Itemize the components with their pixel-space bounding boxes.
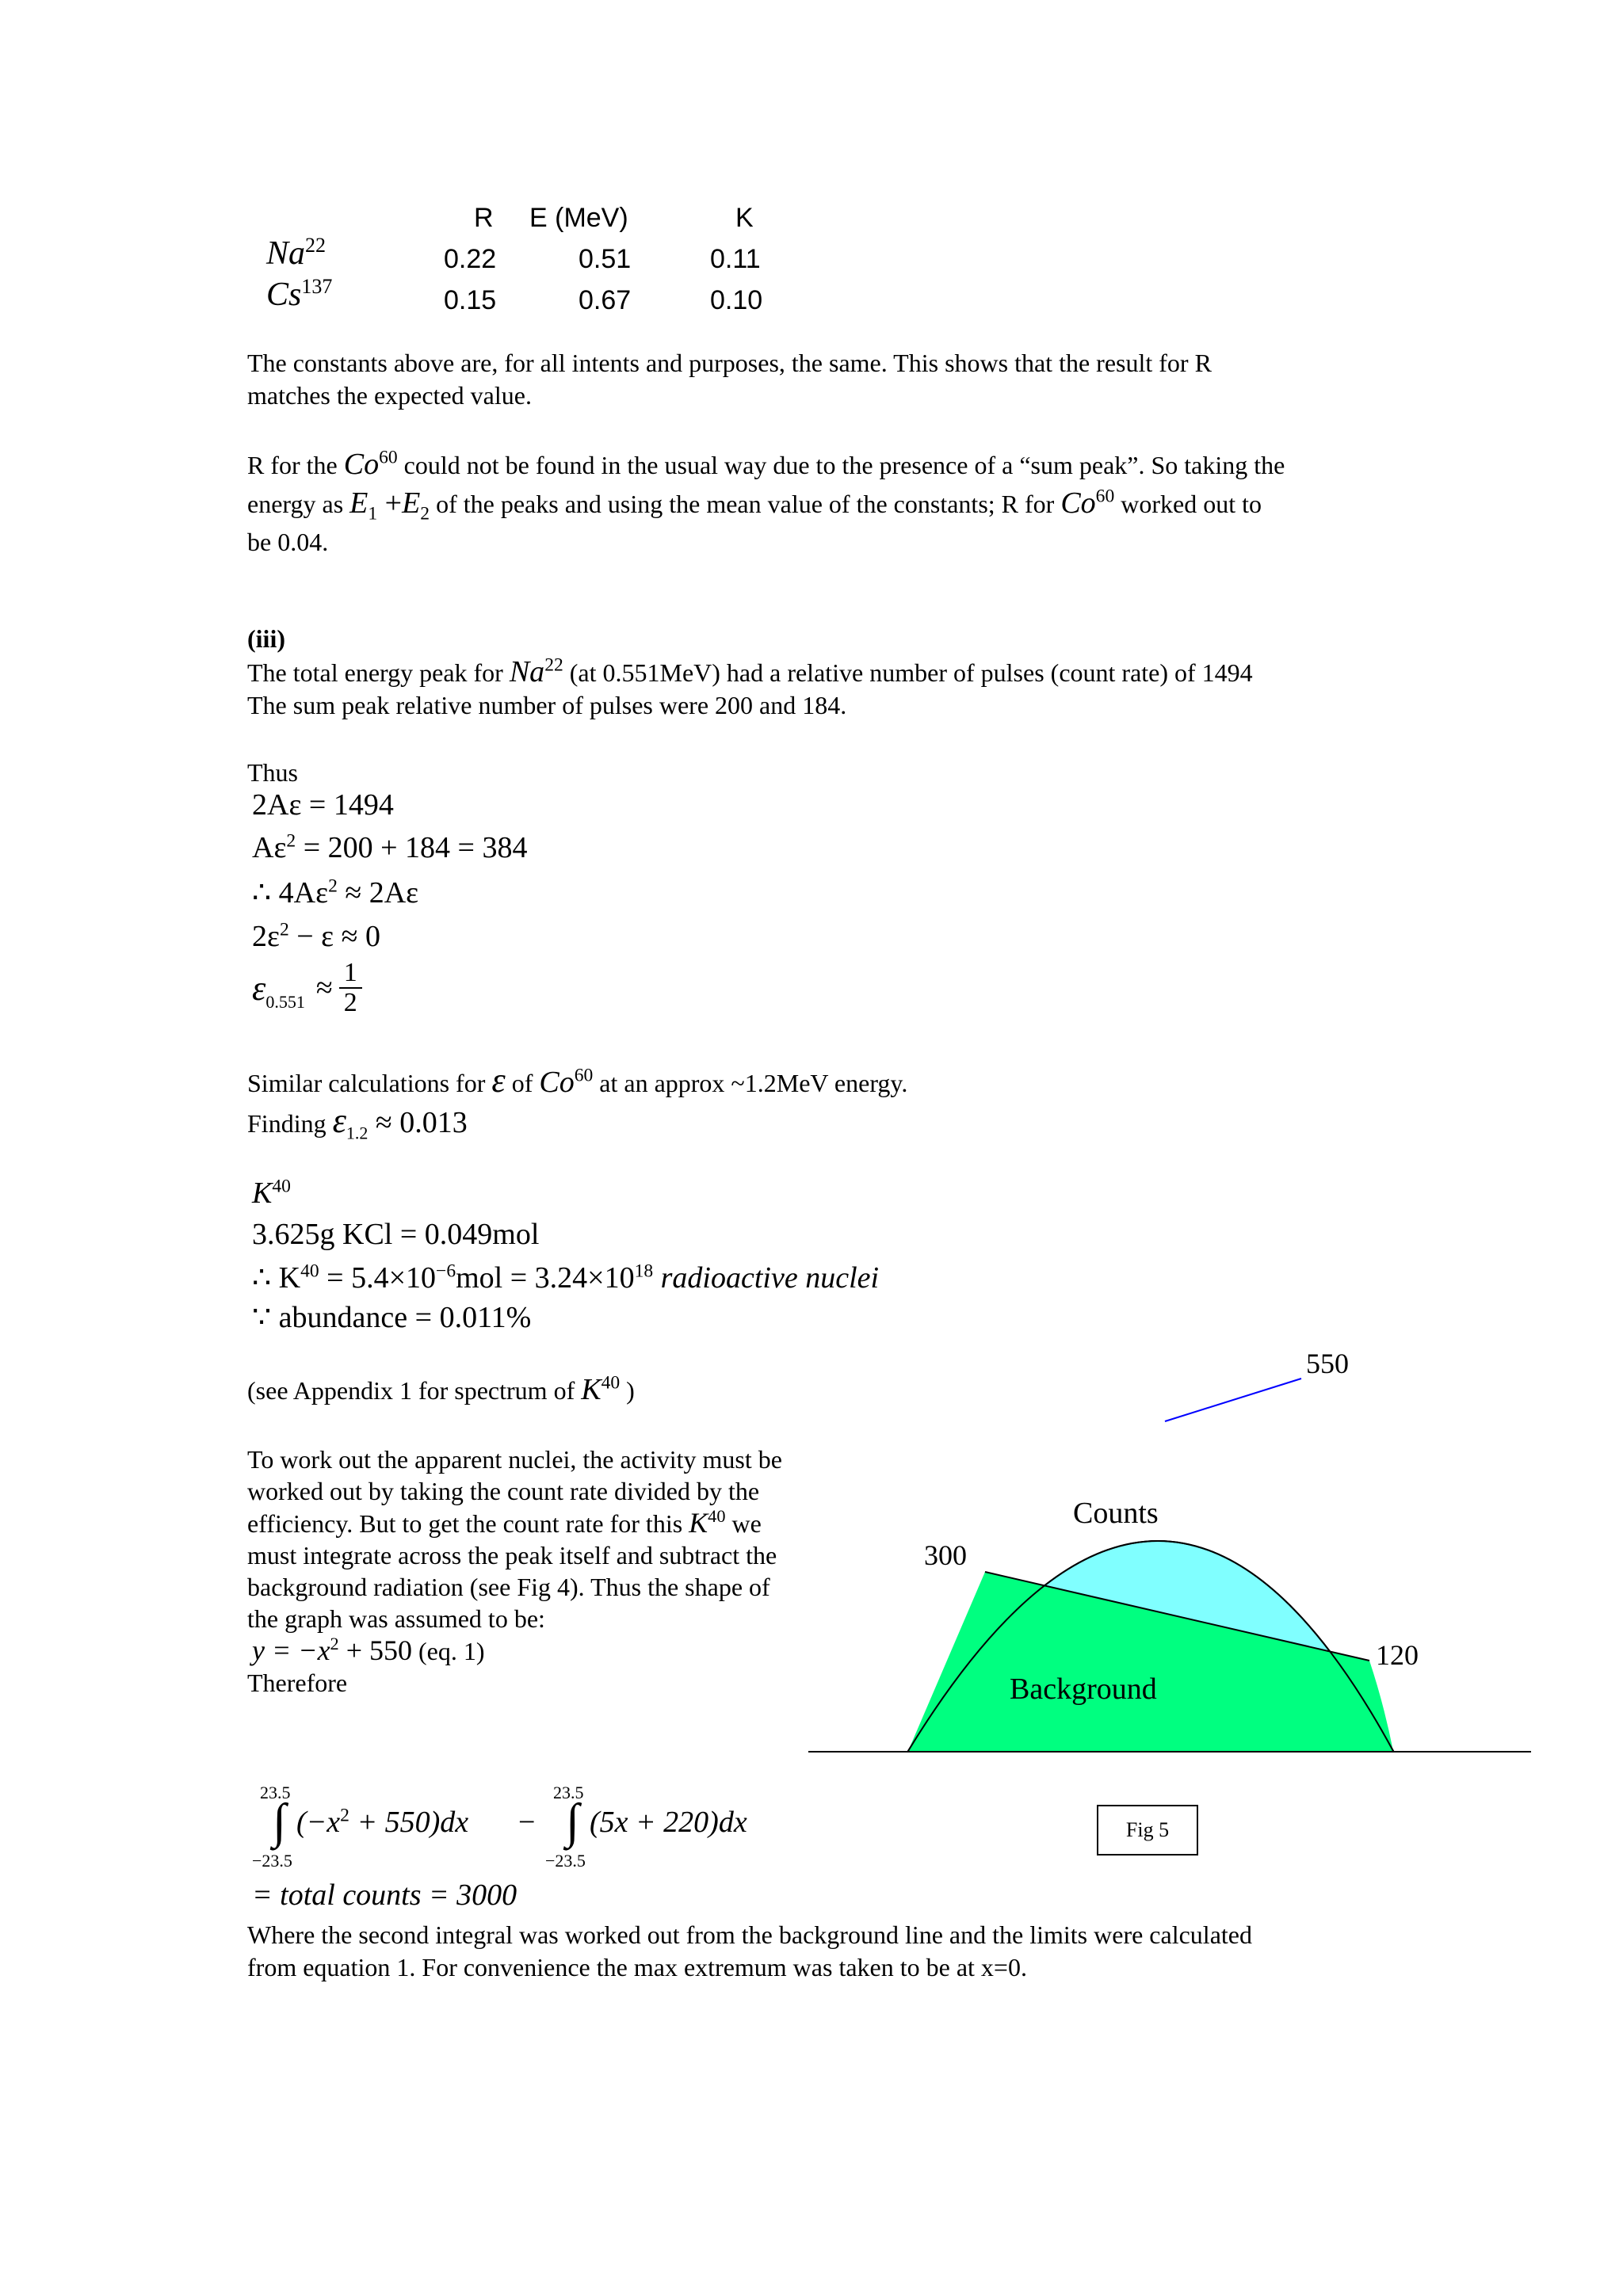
equation-5 <box>252 959 362 1017</box>
upper-limit: 23.5 <box>553 1783 584 1802</box>
element-mass: 137 <box>301 275 333 298</box>
text-line <box>247 484 1396 523</box>
text-line: The constants above are, for all intents and purposes, the same. This shows that the result for R <box>247 349 1212 377</box>
fig5-graph <box>800 1347 1545 1759</box>
text: of the peaks and using the mean value of the constants; R for <box>436 490 1055 518</box>
text: of <box>511 1069 533 1097</box>
k40-label: $K^{40}$ <box>252 1176 291 1210</box>
text: R for the <box>247 451 338 479</box>
element-na <box>266 235 326 273</box>
text-line: background radiation (see Fig 4). Thus the shape of <box>247 1573 770 1601</box>
text-line: To work out the apparent nuclei, the activity must be <box>247 1445 782 1474</box>
energy-sum: $E_1 +E_2$ <box>349 486 430 524</box>
lower-limit: −23.5 <box>545 1851 586 1871</box>
thus-label: Thus <box>247 758 298 787</box>
left-label: 300 <box>924 1539 967 1571</box>
epsilon-symbol: ε <box>252 968 266 1008</box>
numerator: 1 <box>343 958 357 987</box>
equation-line: $y = -x^2 + 550$ (eq. 1) <box>252 1634 485 1666</box>
approx-sign: ≈ <box>315 971 333 1005</box>
section-heading: (iii) <box>247 624 285 653</box>
text-line: worked out by taking the count rate divided by the <box>247 1477 760 1505</box>
text-line: efficiency. But to get the count rate for this $K^{40}$ we <box>247 1506 762 1539</box>
na-symbol: Na$^{22}$ <box>509 654 563 688</box>
header-e: E (MeV) <box>529 203 628 233</box>
text-line: Therefore <box>247 1669 348 1697</box>
text: Finding <box>247 1109 327 1138</box>
k-symbol: $K^{40}$ <box>581 1372 621 1406</box>
cell-na-r: 0.22 <box>444 244 497 274</box>
element-mass: 22 <box>305 234 327 257</box>
text-line: must integrate across the peak itself and subtract the <box>247 1541 777 1569</box>
element-cs <box>266 276 332 314</box>
k40-line-1: 3.625g KCl = 0.049mol <box>252 1218 540 1251</box>
text-line: Where the second integral was worked out from the background line and the limits were calculated <box>247 1920 1252 1949</box>
lower-limit: −23.5 <box>252 1851 292 1871</box>
text: (at 0.551MeV) had a relative number of pulses (count rate) of 1494 <box>569 658 1253 687</box>
integrand-2: (5x + 220)dx <box>590 1806 747 1839</box>
header-k: K <box>735 203 754 233</box>
k40-line-3: ∵ abundance = 0.011% <box>252 1301 532 1334</box>
co-symbol: Co$^{60}$ <box>1060 486 1115 520</box>
cell-cs-k: 0.10 <box>710 285 763 315</box>
paragraph-integration <box>247 1444 850 1699</box>
k40-line-2: ∴ $K^{40} = 5.4\times 10^{-6}mol = 3.24\times 10^{18}$ radioactive nuclei <box>252 1261 880 1295</box>
text: ) <box>626 1376 635 1405</box>
cell-cs-r: 0.15 <box>444 285 497 315</box>
integral-sign-icon: ∫ <box>566 1794 579 1848</box>
integral-sign-icon: ∫ <box>273 1794 286 1848</box>
integral-expression <box>252 1783 965 1878</box>
text-line <box>247 1102 1396 1142</box>
paragraph-closing <box>247 1919 1396 1984</box>
text-line <box>247 656 1396 689</box>
text-line: The sum peak relative number of pulses were 200 and 184. <box>247 691 847 719</box>
integral-result: = total counts = 3000 <box>252 1878 517 1912</box>
co-symbol: Co$^{60}$ <box>343 447 398 481</box>
peak-label: 550 <box>1306 1348 1349 1379</box>
equation-3: ∴ $4A\varepsilon^2 \approx 2A\varepsilon$ <box>252 875 419 910</box>
epsilon-subscript: 0.551 <box>265 992 305 1012</box>
fig-caption: Fig 5 <box>1097 1805 1198 1855</box>
text-line <box>247 445 1396 484</box>
text: (see Appendix 1 for spectrum of <box>247 1376 575 1405</box>
counts-label: Counts <box>1073 1497 1159 1530</box>
epsilon-result: $\varepsilon_{1.2} \approx 0.013$ <box>332 1101 468 1143</box>
header-r: R <box>474 203 494 233</box>
minus-sign: − <box>518 1806 536 1839</box>
fraction <box>339 959 362 1017</box>
text: at an approx ~1.2MeV energy. <box>599 1069 908 1097</box>
right-label: 120 <box>1376 1639 1419 1671</box>
equation-2: $A\varepsilon^2 = 200 + 184 = 384$ <box>252 830 528 864</box>
paragraph-section3 <box>247 656 1396 722</box>
element-symbol: Cs <box>266 277 302 313</box>
paragraph-co60 <box>247 445 1396 561</box>
text-line <box>247 1062 1396 1102</box>
co-symbol: Co$^{60}$ <box>539 1065 594 1099</box>
paragraph-constants <box>247 347 1396 412</box>
paragraph-similar <box>247 1062 1396 1142</box>
peak-pointer <box>1165 1379 1301 1421</box>
text: The total energy peak for <box>247 658 503 687</box>
text: Similar calculations for <box>247 1069 486 1097</box>
background-label: Background <box>1010 1672 1157 1706</box>
equation-1: 2Aε = 1494 <box>252 788 394 822</box>
text: could not be found in the usual way due to the presence of a “sum peak”. So taking the <box>403 451 1285 479</box>
text-line: the graph was assumed to be: <box>247 1604 545 1633</box>
cell-na-k: 0.11 <box>710 244 761 274</box>
text: energy as <box>247 490 344 518</box>
text-line: matches the expected value. <box>247 381 532 410</box>
text-line: from equation 1. For convenience the max extremum was taken to be at x=0. <box>247 1953 1027 1981</box>
epsilon-symbol: ε <box>491 1061 506 1100</box>
integrand-1: $(-x^2 + 550)dx$ <box>296 1805 469 1839</box>
text-line: be 0.04. <box>247 528 329 556</box>
equation-4: $2\varepsilon^2 - \varepsilon \approx 0$ <box>252 919 380 953</box>
cell-cs-e: 0.67 <box>579 285 632 315</box>
upper-limit: 23.5 <box>260 1783 291 1802</box>
cell-na-e: 0.51 <box>579 244 632 274</box>
element-symbol: Na <box>266 235 306 272</box>
denominator: 2 <box>339 987 362 1017</box>
text: worked out to <box>1121 490 1262 518</box>
